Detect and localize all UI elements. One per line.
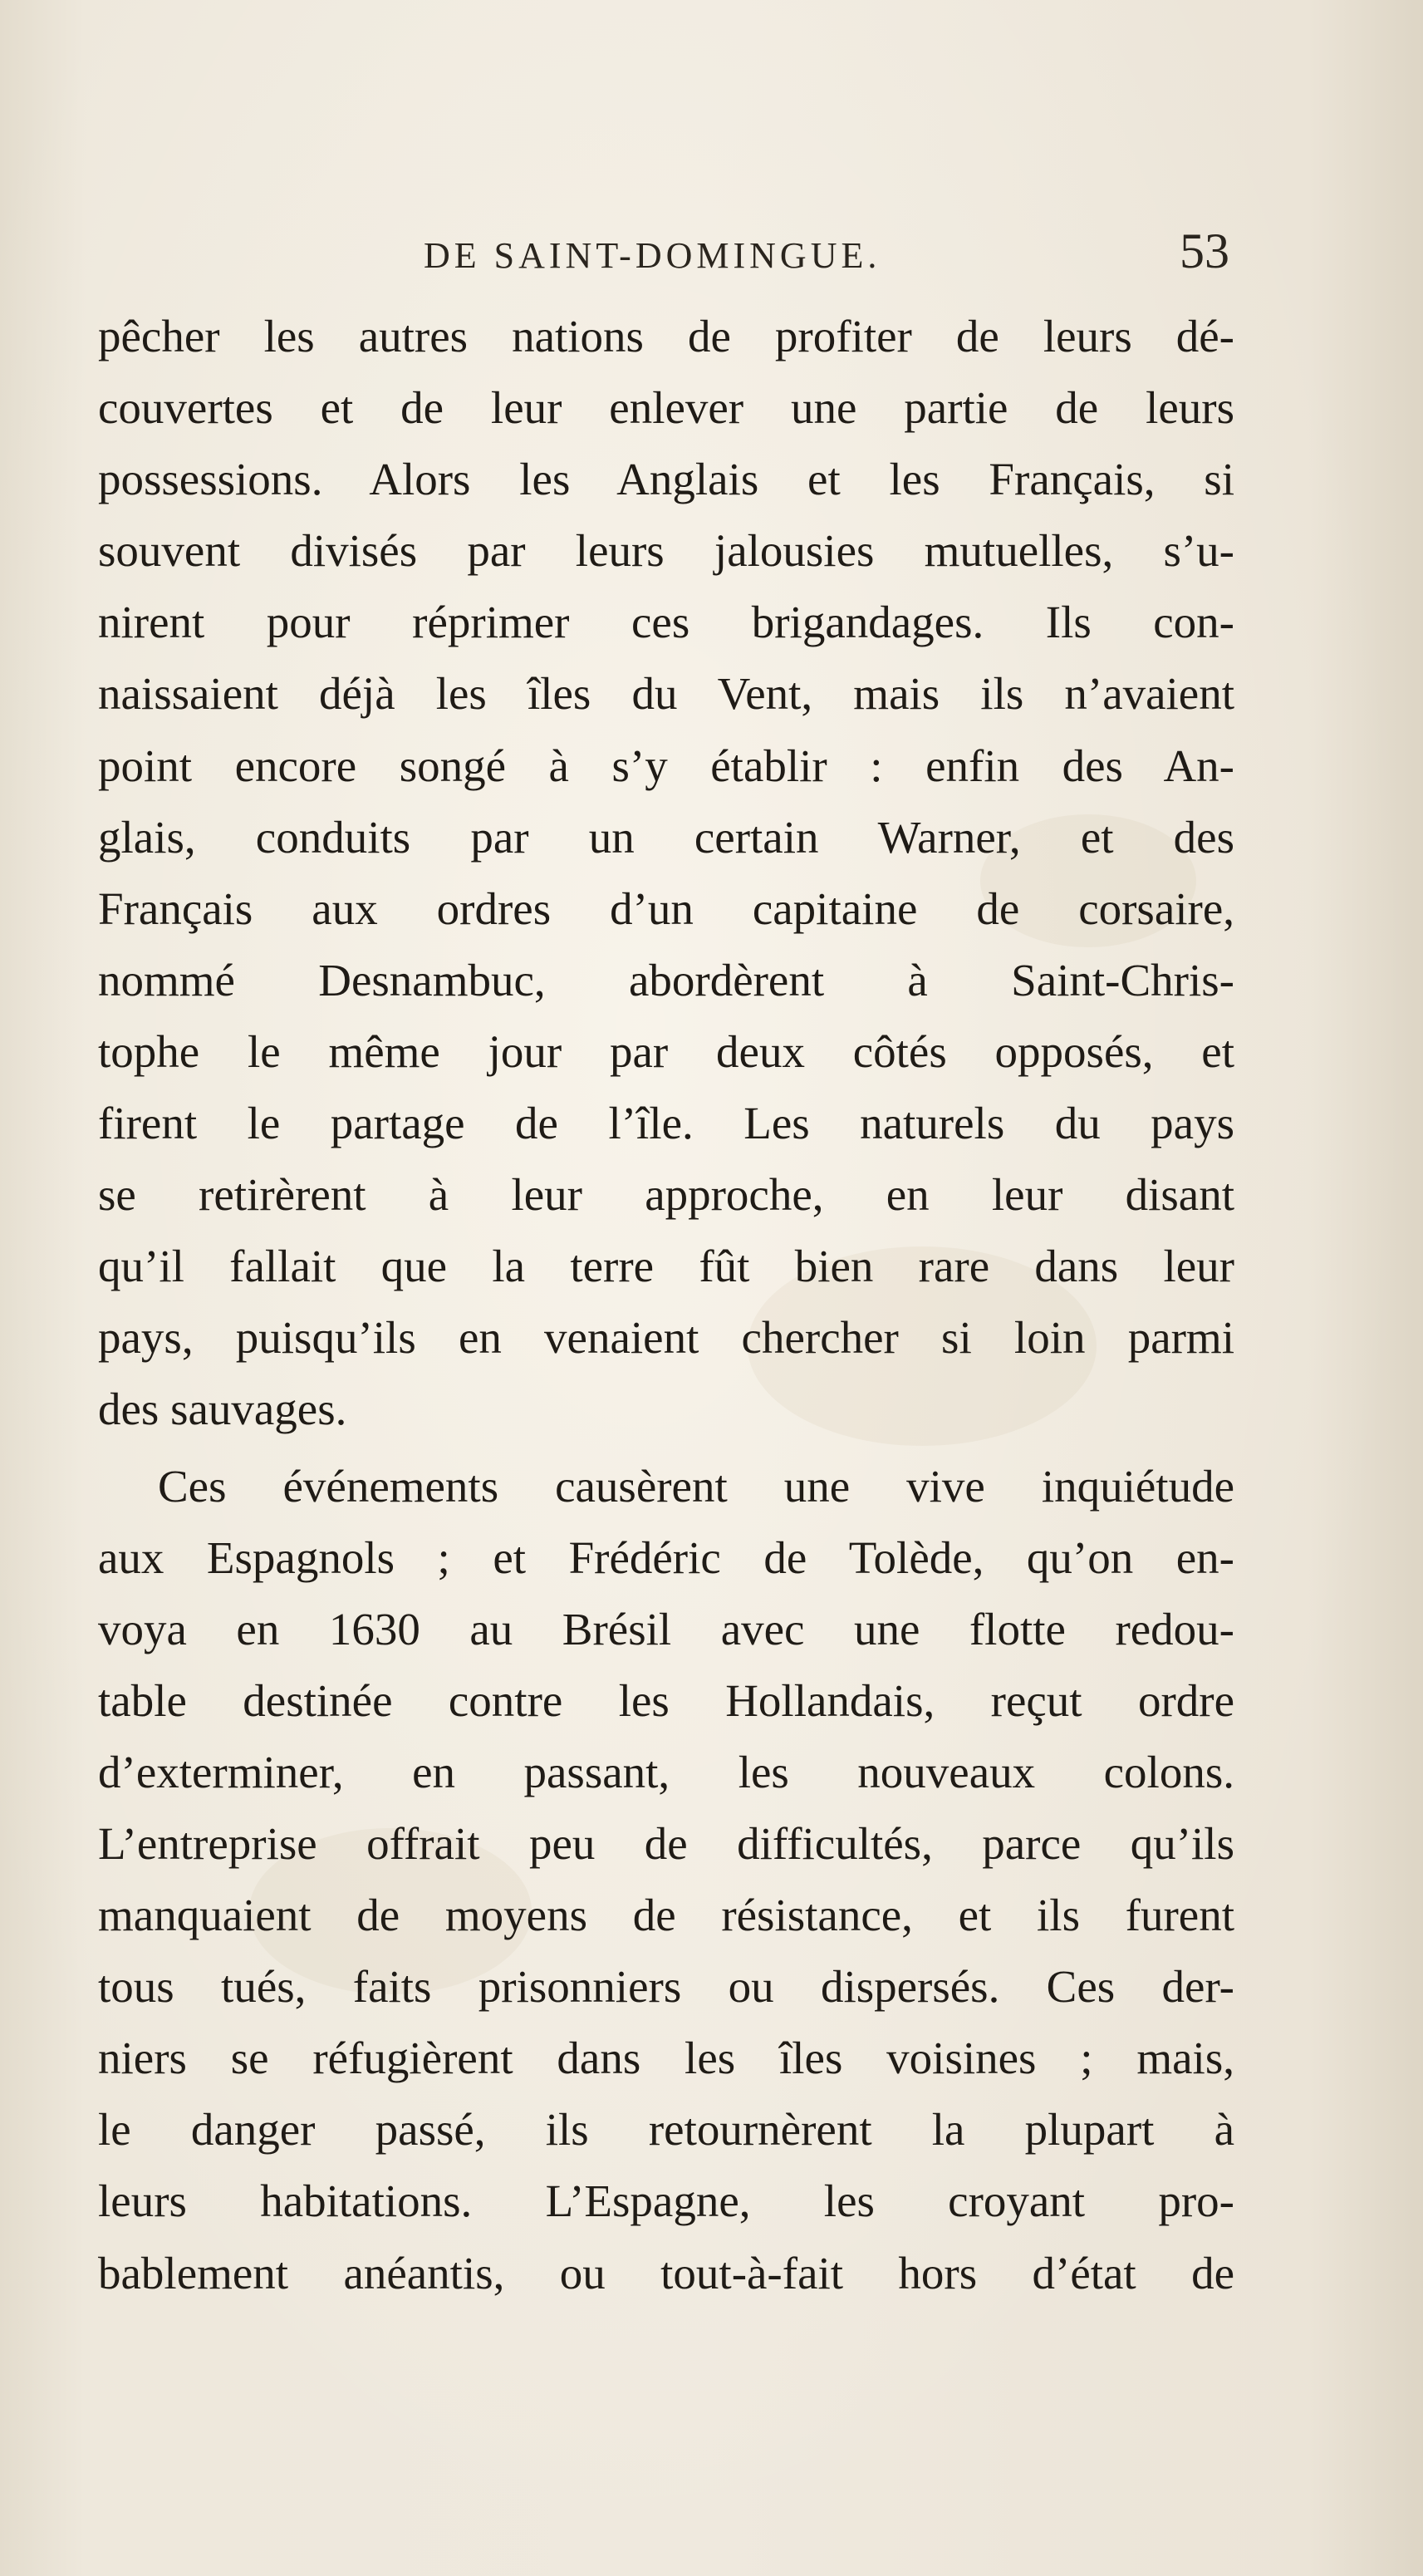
- page-header: [100, 223, 1229, 289]
- text-line: nirent pour réprimer ces brigandages. Ils con-: [98, 597, 1234, 648]
- text-line: naissaient déjà les îles du Vent, mais ils n’avaient: [98, 668, 1234, 720]
- body-text: [98, 301, 1234, 2309]
- text-line: d’exterminer, en passant, les nouveaux colons.: [98, 1746, 1234, 1797]
- text-line: bablement anéantis, ou tout-à-fait hors d’état de: [98, 2247, 1234, 2298]
- text-line: des sauvages.: [98, 1384, 347, 1435]
- text-line: se retirèrent à leur approche, en leur disant: [98, 1169, 1234, 1221]
- text-line: nommé Desnambuc, abordèrent à Saint-Chris-: [98, 954, 1234, 1005]
- text-line: point encore songé à s’y établir : enfin des An-: [98, 740, 1234, 791]
- text-line: table destinée contre les Hollandais, reçut ordre: [98, 1674, 1234, 1726]
- running-head: DE SAINT-DOMINGUE.: [424, 235, 881, 276]
- page-number: 53: [1180, 224, 1229, 278]
- text-line: pays, puisqu’ils en venaient chercher si loin parmi: [98, 1312, 1234, 1364]
- paragraph: [98, 1451, 1234, 2309]
- text-line: possessions. Alors les Anglais et les Français, si: [98, 454, 1234, 505]
- text-line: Ces événements causèrent une vive inquiétude: [158, 1460, 1234, 1512]
- text-line: souvent divisés par leurs jalousies mutuelles, s’u-: [98, 525, 1234, 577]
- text-line: Français aux ordres d’un capitaine de corsaire,: [98, 882, 1234, 934]
- paragraph: [98, 301, 1234, 1446]
- text-line: L’entreprise offrait peu de difficultés, parce qu’ils: [98, 1817, 1234, 1869]
- text-line: pêcher les autres nations de profiter de leurs dé-: [98, 311, 1234, 361]
- text-line: firent le partage de l’île. Les naturels du pays: [98, 1098, 1234, 1149]
- text-line: glais, conduits par un certain Warner, et des: [98, 811, 1234, 863]
- text-line: couvertes et de leur enlever une partie de leurs: [98, 382, 1234, 434]
- text-line: qu’il fallait que la terre fût bien rare dans leur: [98, 1241, 1234, 1292]
- text-line: aux Espagnols ; et Frédéric de Tolède, qu’on en-: [98, 1531, 1234, 1583]
- text-line: manquaient de moyens de résistance, et ils furent: [98, 1890, 1234, 1941]
- text-line: tophe le même jour par deux côtés opposés, et: [98, 1025, 1234, 1077]
- text-line: le danger passé, ils retournèrent la plupart à: [98, 2104, 1234, 2156]
- text-line: niers se réfugièrent dans les îles voisines ; mais,: [98, 2033, 1234, 2084]
- text-line: voya en 1630 au Brésil avec une flotte redou-: [98, 1603, 1234, 1654]
- text-line: leurs habitations. L’Espagne, les croyant pro-: [98, 2175, 1234, 2227]
- text-line: tous tués, faits prisonniers ou dispersés. Ces der-: [98, 1961, 1234, 2013]
